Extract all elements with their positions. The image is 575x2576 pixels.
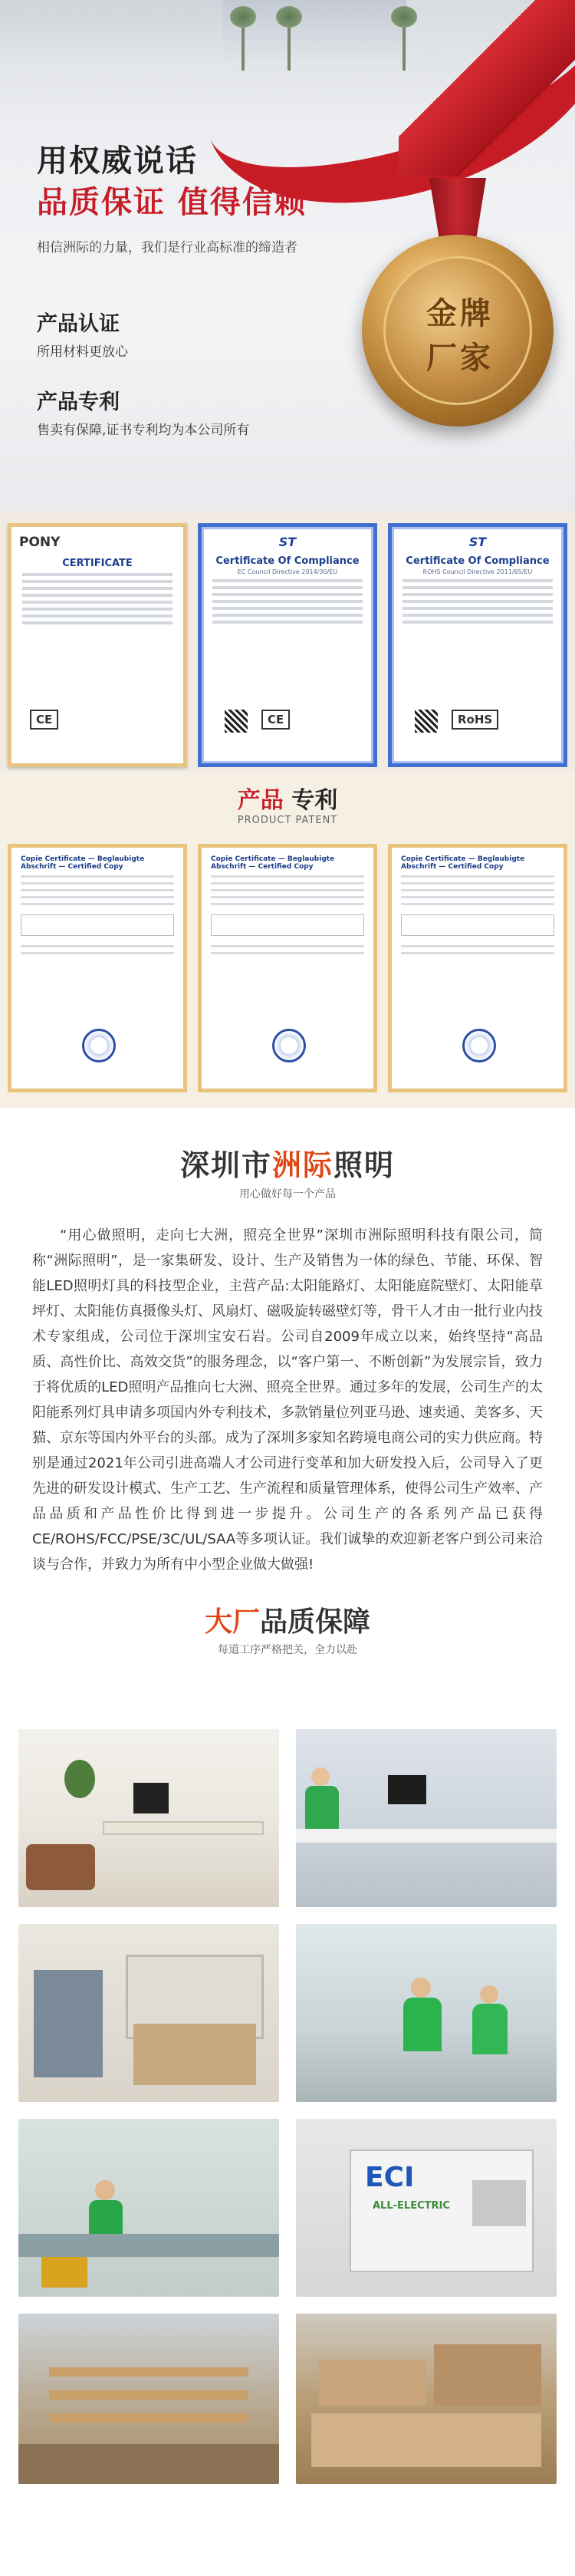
certificate-card[interactable] [198,523,377,767]
patent-doc-header: Copie Certificate — Beglaubigte Abschrift — Certified Copy [21,855,145,871]
qr-code-icon [415,710,438,733]
hero-headline-red: 品质保证 值得信赖 [37,185,307,220]
seal-icon [272,1029,306,1062]
medal-text: 厂家 [426,341,494,376]
title-part: 品质保障 [260,1606,371,1638]
cert-logo: ST [468,535,487,549]
factory-section-subtitle: 每道工序严格把关，全力以赴 [218,1644,357,1656]
patent-heading: 产品专利 [37,390,120,414]
patent-description: 售卖有保障,证书专利均为本公司所有 [37,423,250,438]
cert-heading: 产品认证 [37,312,120,336]
factory-section-title [0,1600,575,1639]
photo-production-floor [18,2119,279,2297]
photo-cardboard-stacks [296,2314,557,2484]
certificates-section [0,511,575,772]
medal-face [383,256,532,405]
cert-subtitle: ROHS Council Directive 2011/65/EU [422,568,533,575]
building-backdrop [0,0,230,71]
title-part: 深圳市 [179,1148,272,1182]
patent-section-subtitle: PRODUCT PATENT [237,815,338,826]
patent-doc-header: Copie Certificate — Beglaubigte Abschrift — Certified Copy [211,855,335,871]
patent-document[interactable] [198,844,377,1092]
certificate-card[interactable] [8,523,187,767]
machine-brand-label: ECI [365,2162,415,2193]
patent-section [0,772,575,1108]
photo-warehouse-shelves [18,2314,279,2484]
photo-warehouse-boxes [18,1924,279,2102]
hero-subtitle: 相信洲际的力量，我们是行业高标准的缔造者 [37,240,297,255]
machine-tag-label: ALL-ELECTRIC [373,2200,450,2212]
hero-banner [0,0,575,511]
photo-assembly-line [296,1924,557,2102]
company-description: “用心做照明，走向七大洲，照亮全世界”深圳市洲际照明科技有限公司，简称“洲际照明”，是一家集研发、设计、生产及销售为一体的绿色、节能、环保、智能LED照明灯具的科技型企业，主营产品:太阳能路灯、太阳能庭院壁灯、太阳能草坪灯、太阳能仿真摄像头灯、风扇灯、磁吸旋转磁壁灯等，骨干人才由一批行业内技术专家组成，公司位于深圳宝安石岩。公司自2009年成立以来，始终坚持“高品质、高性价比、高效交货”的服务理念，以“客户第一、不断创新”为发展宗旨，致力于将优质的LED照明产品推向七大洲、照亮全世界。通过多年的发展，公司生产的太阳能系列灯具申请多项国内外专利技术，多款销量位列亚马逊、速卖通、美客多、天猫、京东等国内外平台的头部。成为了深圳多家知名跨境电商公司的实力供应商。特别是通过2021年公司引进高端人才公司进行变革和加大研发投入后，公司导入了更先进的研发设计模式、生产工艺、生产流程和质量管理体系，使得公司生产效率、产品品质和产品性价比得到进一步提升。公司生产的各系列产品已获得CE/ROHS/FCC/PSE/3C/UL/SAA等多项认证。我们诚挚的欢迎新老客户到公司来洽谈与合作，并致力为所有中小型企业做大做强! [32,1227,543,1573]
rohs-mark-icon: RoHS [452,710,498,730]
patent-section-title [0,781,575,815]
red-ribbon-fold [399,0,575,176]
cert-title: Certificate Of Compliance [406,555,550,567]
photo-office [18,1729,279,1907]
patent-document[interactable] [388,844,567,1092]
hero-headline: 用权威说话 [37,143,198,179]
company-name-title [0,1141,575,1184]
title-part-red: 大厂 [204,1606,260,1638]
cert-title: Certificate Of Compliance [215,555,360,567]
cert-subtitle: EC Council Directive 2014/30/EU [237,568,338,575]
patent-doc-header: Copie Certificate — Beglaubigte Abschrift — Certified Copy [401,855,525,871]
patent-document[interactable] [8,844,187,1092]
cert-logo: ST [278,535,297,549]
gold-medal-icon [362,235,554,427]
seal-icon [462,1029,496,1062]
photo-design-office [296,1729,557,1907]
medal-text: 金牌 [426,296,494,331]
certificate-card[interactable] [388,523,567,767]
company-intro-section [0,1108,575,1721]
title-part-red: 洲际 [271,1148,334,1182]
seal-icon [82,1029,116,1062]
qr-code-icon [225,710,248,733]
ce-mark-icon: CE [261,710,290,730]
patent-title-red: 产品 [237,787,284,814]
company-slogan: 用心做好每一个产品 [239,1188,336,1201]
photo-smt-machine [296,2119,557,2297]
cert-title: CERTIFICATE [62,558,133,569]
cert-logo: PONY [19,535,61,550]
cert-description: 所用材料更放心 [37,344,128,360]
patent-title-black: 专利 [283,787,338,814]
title-part: 照明 [334,1148,396,1182]
ce-mark-icon: CE [30,710,58,730]
